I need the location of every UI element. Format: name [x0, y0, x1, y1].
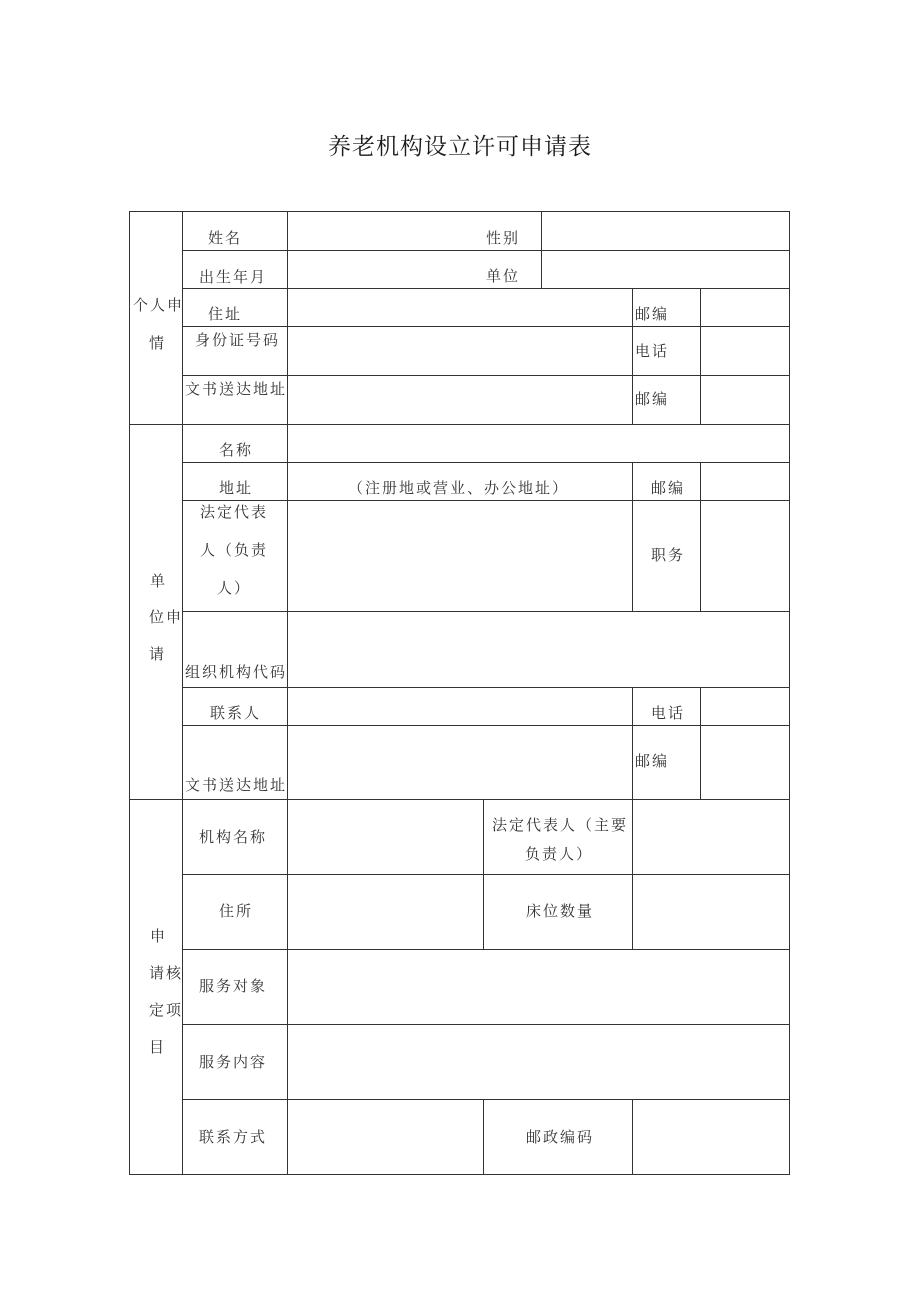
unit-field[interactable]: [542, 251, 789, 288]
section-label-personal: 个人申 情: [133, 296, 185, 352]
section-label-unit: 单 位申 请: [149, 572, 184, 663]
page-title: 养老机构设立许可申请表: [328, 134, 592, 160]
residence-label: 住所: [219, 902, 254, 920]
doc-address-label: 文书送达地址: [185, 776, 288, 794]
postal-code-label: 邮政编码: [526, 1128, 595, 1146]
postcode-field[interactable]: [701, 289, 789, 326]
id-number-label: 身份证号码: [195, 331, 281, 349]
beds-label: 床位数量: [526, 902, 595, 920]
address-field[interactable]: [288, 289, 632, 326]
birth-label: 出生年月: [199, 268, 268, 286]
beds-field[interactable]: [633, 875, 789, 949]
unit-address-label: 地址: [219, 479, 254, 497]
postcode-field[interactable]: [701, 376, 789, 424]
service-target-field[interactable]: [288, 950, 789, 1024]
phone-field[interactable]: [701, 327, 789, 375]
doc-address-field[interactable]: [288, 726, 632, 799]
column-divider: [632, 288, 633, 424]
contact-method-field[interactable]: [288, 1100, 483, 1175]
postcode-label: 邮编: [635, 752, 670, 770]
service-content-field[interactable]: [288, 1025, 789, 1099]
postcode-label: 邮编: [635, 390, 670, 408]
postal-code-field[interactable]: [633, 1100, 789, 1175]
id-number-field[interactable]: [288, 327, 632, 375]
address-hint: （注册地或营业、办公地址）: [348, 479, 570, 497]
contact-method-label: 联系方式: [199, 1128, 268, 1146]
legal-rep-label: 法定代表人（主要 负责人）: [492, 816, 629, 863]
postcode-label: 邮编: [635, 305, 670, 323]
position-label: 职务: [651, 546, 686, 564]
name-label: 姓名: [208, 229, 243, 247]
gender-label: 性别: [486, 229, 521, 247]
service-target-label: 服务对象: [199, 977, 268, 995]
legal-rep-field[interactable]: [288, 501, 632, 611]
org-name-field[interactable]: [288, 800, 483, 874]
unit-name-label: 名称: [219, 441, 254, 459]
phone-field[interactable]: [701, 688, 789, 725]
doc-address-label: 文书送达地址: [185, 380, 288, 398]
residence-field[interactable]: [288, 875, 483, 949]
postcode-label: 邮编: [651, 479, 686, 497]
phone-label: 电话: [635, 342, 670, 360]
org-code-label: 组织机构代码: [185, 663, 288, 681]
unit-label: 单位: [486, 267, 521, 285]
org-name-label: 机构名称: [199, 828, 268, 846]
phone-label: 电话: [651, 704, 686, 722]
column-divider: [182, 211, 183, 1175]
postcode-field[interactable]: [701, 726, 789, 799]
address-label: 住址: [208, 305, 243, 323]
postcode-field[interactable]: [701, 463, 789, 500]
position-field[interactable]: [701, 501, 789, 611]
contact-person-label: 联系人: [210, 704, 262, 722]
contact-person-field[interactable]: [288, 688, 632, 725]
service-content-label: 服务内容: [199, 1053, 268, 1071]
org-code-field[interactable]: [288, 612, 789, 687]
column-divider: [632, 462, 633, 611]
unit-address-field[interactable]: [288, 463, 632, 500]
column-divider: [632, 687, 633, 799]
section-label-approval: 申 请核 定项 目: [149, 927, 184, 1056]
doc-address-field[interactable]: [288, 376, 632, 424]
column-divider: [483, 1099, 484, 1175]
legal-rep-label: 法定代表 人（负责 人）: [200, 503, 269, 597]
unit-name-field[interactable]: [288, 425, 789, 462]
legal-rep-field[interactable]: [633, 800, 789, 874]
gender-field[interactable]: [542, 212, 789, 250]
